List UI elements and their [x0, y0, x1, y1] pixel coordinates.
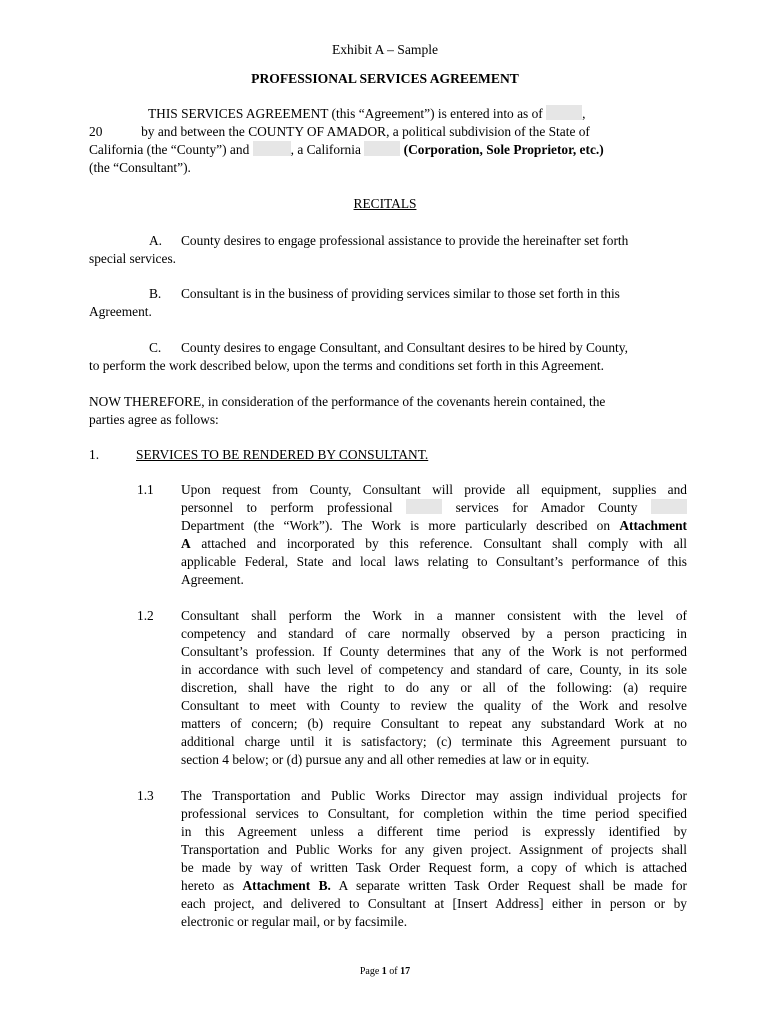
subsection-line: Transportation and Public Works for any given project. Assignment of projects shall	[181, 842, 687, 857]
subsection-text: Department (the “Work”). The Work is more particularly described on	[181, 518, 611, 533]
document-title: PROFESSIONAL SERVICES AGREEMENT	[251, 71, 519, 86]
attachment-ref: A	[181, 536, 191, 551]
subsection-body	[181, 607, 687, 769]
recitals-heading: RECITALS	[353, 196, 417, 211]
recital-b	[89, 285, 687, 321]
subsection-line: in this Agreement unless a different time period is expressly identified by	[181, 824, 687, 839]
recital-text: special services.	[89, 251, 176, 266]
recital-a	[89, 232, 687, 268]
subsection-line: Consultant shall perform the Work in a manner consistent with the level of	[181, 608, 687, 623]
section-heading: SERVICES TO BE RENDERED BY CONSULTANT.	[136, 447, 429, 462]
intro-paragraph	[89, 105, 689, 177]
recital-text: Agreement.	[89, 304, 152, 319]
recital-label: A.	[149, 233, 163, 248]
subsection-line	[181, 877, 687, 895]
section-number: 1.	[89, 447, 100, 462]
subsection-text: A separate written Task Order Request shall be made for	[338, 878, 687, 893]
subsection-line: professional services to Consultant, for completion within the time period specified	[181, 806, 687, 821]
intro-text: , a California	[290, 142, 361, 157]
subsection-text: hereto as	[181, 878, 235, 893]
subsection-body	[181, 481, 687, 589]
recital-text: County desires to engage Consultant, and Consultant desires to be hired by County,	[181, 340, 628, 355]
recital-label: B.	[149, 286, 162, 301]
intro-text: ,	[582, 106, 586, 121]
subsection-text: personnel to perform professional	[181, 500, 393, 515]
now-therefore-text: NOW THEREFORE, in consideration of the performance of the covenants herein contained, the	[89, 394, 606, 409]
subsection-line	[181, 535, 687, 553]
page-total: 17	[400, 966, 411, 977]
subsection-number: 1.1	[137, 482, 154, 497]
subsection-line: Upon request from County, Consultant will provide all equipment, supplies and	[181, 482, 687, 497]
intro-text: by and between the COUNTY OF AMADOR, a political subdivision of the State of	[141, 124, 590, 139]
subsection-line: be made by way of written Task Order Request form, a copy of which is attached	[181, 860, 687, 875]
now-therefore-text: parties agree as follows:	[89, 412, 219, 427]
page-number: 1	[381, 966, 387, 977]
intro-text: THIS SERVICES AGREEMENT (this “Agreement”) is entered into as of	[148, 106, 543, 121]
exhibit-label: Exhibit A – Sample	[331, 42, 439, 57]
subsection-line: Agreement.	[181, 572, 244, 587]
footer-text: of	[389, 966, 398, 977]
subsection-line: Consultant to meet with County to review the quality of the Work and resolve	[181, 698, 687, 713]
subsection-line: additional charge until it is satisfactory; (c) terminate this Agreement pursuant to	[181, 734, 687, 749]
entity-type-field[interactable]	[364, 141, 400, 156]
intro-text: California (the “County”) and	[89, 142, 250, 157]
now-therefore-paragraph	[89, 393, 687, 429]
subsection-line	[181, 499, 687, 517]
subsection-number: 1.2	[137, 608, 154, 623]
subsection-line: matters of concern; (b) require Consultant to repeat any substandard Work at no	[181, 716, 687, 731]
subsection-line: each project, and delivered to Consultant at [Insert Address] either in person or by	[181, 896, 687, 911]
recital-c	[89, 339, 687, 375]
footer-text: Page	[359, 966, 380, 977]
page-footer	[0, 963, 770, 981]
subsection-line: discretion, shall have the right to do any or all of the following: (a) require	[181, 680, 687, 695]
recital-text: County desires to engage professional assistance to provide the hereinafter set forth	[181, 233, 629, 248]
subsection-line: in accordance with such level of competency and standard of care, County, in its sole	[181, 662, 687, 677]
service-type-field[interactable]	[406, 499, 442, 514]
recital-text: Consultant is in the business of providing services similar to those set forth in this	[181, 286, 620, 301]
recital-label: C.	[149, 340, 162, 355]
consultant-name-field[interactable]	[253, 141, 291, 156]
date-year-field[interactable]	[106, 123, 138, 138]
intro-text: 20	[89, 124, 103, 139]
entity-type-hint: (Corporation, Sole Proprietor, etc.)	[403, 142, 604, 157]
subsection-line: The Transportation and Public Works Director may assign individual projects for	[181, 788, 687, 803]
subsection-line: electronic or regular mail, or by facsimile.	[181, 914, 408, 929]
subsection-line: Consultant’s profession. If County determines that any of the Work is not performed	[181, 644, 687, 659]
subsection-number: 1.3	[137, 788, 154, 803]
subsection-line	[181, 517, 687, 535]
attachment-ref: Attachment	[619, 518, 687, 533]
subsection-text: attached and incorporated by this reference. Consultant shall comply with all	[201, 536, 687, 551]
date-day-field[interactable]	[546, 105, 582, 120]
subsection-body	[181, 787, 687, 931]
subsection-line: applicable Federal, State and local laws relating to Consultant’s performance of this	[181, 554, 687, 569]
subsection-text: services for Amador County	[455, 500, 638, 515]
subsection-line: section 4 below; or (d) pursue any and all other remedies at law or in equity.	[181, 752, 590, 767]
intro-text: (the “Consultant”).	[89, 160, 191, 175]
attachment-ref: Attachment B.	[242, 878, 331, 893]
subsection-line: competency and standard of care normally observed by a person practicing in	[181, 626, 687, 641]
department-field[interactable]	[651, 499, 687, 514]
recital-text: to perform the work described below, upon the terms and conditions set forth in this Agreement.	[89, 358, 604, 373]
